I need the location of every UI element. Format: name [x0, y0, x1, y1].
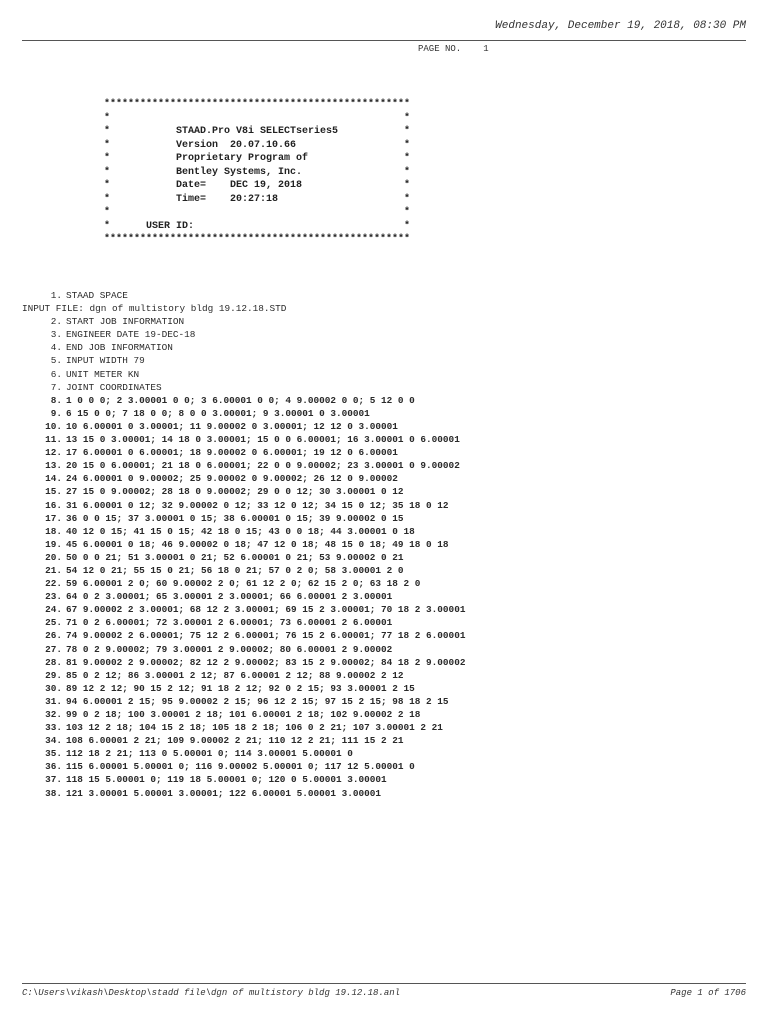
line-text: 78 0 2 9.00002; 79 3.00001 2 9.00002; 80 6.00001 2 9.00002	[66, 643, 393, 655]
input-listing	[22, 289, 465, 800]
line-number: 5.	[50, 355, 62, 367]
line-number: 38.	[45, 787, 62, 799]
line-text: 45 6.00001 0 18; 46 9.00002 0 18; 47 12 0 18; 48 15 0 18; 49 18 0 18	[66, 538, 449, 550]
banner-line: * USER ID: *	[104, 220, 411, 232]
banner-line: * *	[104, 207, 411, 218]
line-number: 21.	[45, 564, 62, 576]
listing-line	[22, 564, 465, 577]
line-number: 33.	[45, 722, 62, 734]
line-number: 29.	[45, 669, 62, 681]
listing-line	[22, 433, 465, 446]
line-text: STAAD SPACE	[66, 290, 128, 301]
line-text: START JOB INFORMATION	[66, 316, 185, 328]
line-number: 23.	[45, 591, 62, 603]
banner-line: * STAAD.Pro V8i SELECTseries5 *	[104, 126, 411, 137]
line-text: 112 18 2 21; 113 0 5.00001 0; 114 3.00001 5.00001 0	[66, 748, 353, 760]
line-number: 30.	[45, 682, 62, 694]
line-text: INPUT WIDTH 79	[66, 355, 145, 367]
listing-line	[22, 590, 465, 603]
listing-line	[22, 669, 465, 682]
line-number: 7.	[50, 381, 62, 393]
line-number: 11.	[45, 434, 62, 446]
line-text: 27 15 0 9.00002; 28 18 0 9.00002; 29 0 0 12; 30 3.00001 0 12	[66, 486, 404, 498]
listing-line	[22, 499, 465, 512]
banner-line: ***************************************************	[104, 234, 411, 245]
line-number: 37.	[45, 774, 62, 786]
line-text: 36 0 0 15; 37 3.00001 0 15; 38 6.00001 0 15; 39 9.00002 0 15	[66, 512, 404, 524]
listing-line	[22, 289, 465, 302]
listing-line	[22, 708, 465, 721]
listing-line	[22, 538, 465, 551]
header-rule	[22, 40, 746, 41]
line-number: 32.	[45, 709, 62, 720]
listing-line	[22, 695, 465, 708]
line-text: 85 0 2 12; 86 3.00001 2 12; 87 6.00001 2 12; 88 9.00002 2 12	[66, 669, 404, 681]
file-path: C:\Users\vikash\Desktop\stadd file\dgn of multistory bldg 19.12.18.anl	[22, 988, 401, 998]
line-text: 64 0 2 3.00001; 65 3.00001 2 3.00001; 66 6.00001 2 3.00001	[66, 591, 393, 603]
line-number: 9.	[50, 407, 62, 419]
line-number: 2.	[50, 316, 62, 328]
listing-line	[22, 643, 465, 656]
line-text: 94 6.00001 2 15; 95 9.00002 2 15; 96 12 2 15; 97 15 2 15; 98 18 2 15	[66, 695, 449, 707]
listing-line	[22, 354, 465, 367]
line-text: 74 9.00002 2 6.00001; 75 12 2 6.00001; 76 15 2 6.00001; 77 18 2 6.00001	[66, 630, 466, 642]
listing-line	[22, 787, 465, 800]
listing-line	[22, 341, 465, 354]
banner-line: * *	[104, 112, 411, 124]
listing-line	[22, 551, 465, 564]
listing-line	[22, 328, 465, 341]
listing-line	[22, 603, 465, 616]
line-number: 12.	[45, 447, 62, 459]
listing-line	[22, 446, 465, 459]
banner-line: * Proprietary Program of *	[104, 153, 411, 164]
line-number: 20.	[45, 551, 62, 563]
line-text: 24 6.00001 0 9.00002; 25 9.00002 0 9.00002; 26 12 0 9.00002	[66, 473, 398, 485]
line-number: 3.	[50, 329, 62, 341]
listing-line	[22, 459, 465, 472]
line-number: 15.	[45, 486, 62, 498]
line-text: 6 15 0 0; 7 18 0 0; 8 0 0 3.00001; 9 3.00001 0 3.00001	[66, 407, 370, 419]
line-text: JOINT COORDINATES	[66, 381, 162, 393]
line-number: 31.	[45, 695, 62, 707]
line-number: 27.	[45, 643, 62, 655]
line-number: 17.	[45, 512, 62, 524]
line-number: 13.	[45, 460, 62, 472]
line-text: 89 12 2 12; 90 15 2 12; 91 18 2 12; 92 0 2 15; 93 3.00001 2 15	[66, 682, 415, 694]
page-number-value: 1	[483, 44, 489, 54]
line-text: 115 6.00001 5.00001 0; 116 9.00002 5.00001 0; 117 12 5.00001 0	[66, 761, 415, 773]
line-text: ENGINEER DATE 19-DEC-18	[66, 329, 196, 341]
banner-line: ***************************************************	[104, 99, 411, 110]
listing-line	[22, 656, 465, 669]
line-text: 81 9.00002 2 9.00002; 82 12 2 9.00002; 83 15 2 9.00002; 84 18 2 9.00002	[66, 656, 466, 668]
line-number: 1.	[50, 290, 62, 301]
line-number: 24.	[45, 604, 62, 616]
report-datetime: Wednesday, December 19, 2018, 08:30 PM	[495, 20, 746, 32]
banner-line: * Date= DEC 19, 2018 *	[104, 180, 411, 191]
banner-line: * Version 20.07.10.66 *	[104, 139, 411, 151]
line-number: 19.	[45, 538, 62, 550]
line-text: 1 0 0 0; 2 3.00001 0 0; 3 6.00001 0 0; 4 9.00002 0 0; 5 12 0 0	[66, 394, 415, 406]
listing-line	[22, 747, 465, 760]
line-text: 67 9.00002 2 3.00001; 68 12 2 3.00001; 69 15 2 3.00001; 70 18 2 3.00001	[66, 604, 466, 616]
listing-line	[22, 381, 465, 394]
page-count: Page 1 of 1706	[670, 988, 746, 998]
listing-line	[22, 577, 465, 590]
banner-line: * Bentley Systems, Inc. *	[104, 166, 411, 178]
line-text: 99 0 2 18; 100 3.00001 2 18; 101 6.00001 2 18; 102 9.00002 2 18	[66, 709, 421, 720]
listing-line	[22, 721, 465, 734]
line-text: 71 0 2 6.00001; 72 3.00001 2 6.00001; 73 6.00001 2 6.00001	[66, 617, 393, 629]
line-text: INPUT FILE: dgn of multistory bldg 19.12.18.STD	[22, 303, 287, 315]
line-number: 8.	[50, 394, 62, 406]
line-text: UNIT METER KN	[66, 368, 140, 380]
line-number: 28.	[45, 656, 62, 668]
line-text: 31 6.00001 0 12; 32 9.00002 0 12; 33 12 0 12; 34 15 0 12; 35 18 0 12	[66, 499, 449, 511]
line-number: 6.	[50, 368, 62, 380]
listing-line	[22, 407, 465, 420]
line-text: 108 6.00001 2 21; 109 9.00002 2 21; 110 12 2 21; 111 15 2 21	[66, 735, 404, 747]
line-text: 121 3.00001 5.00001 3.00001; 122 6.00001 5.00001 3.00001	[66, 787, 382, 799]
line-text: 10 6.00001 0 3.00001; 11 9.00002 0 3.00001; 12 12 0 3.00001	[66, 420, 398, 432]
line-number: 16.	[45, 499, 62, 511]
line-number: 10.	[45, 420, 62, 432]
listing-line	[22, 629, 465, 642]
footer-rule	[22, 983, 746, 984]
listing-line	[22, 773, 465, 786]
line-number: 22.	[45, 578, 62, 590]
line-text: 20 15 0 6.00001; 21 18 0 6.00001; 22 0 0 9.00002; 23 3.00001 0 9.00002	[66, 460, 460, 472]
listing-line	[22, 734, 465, 747]
line-text: 54 12 0 21; 55 15 0 21; 56 18 0 21; 57 0 2 0; 58 3.00001 2 0	[66, 564, 404, 576]
line-number: 25.	[45, 617, 62, 629]
page-number-label: PAGE NO.	[418, 44, 462, 54]
line-number: 35.	[45, 748, 62, 760]
line-number: 26.	[45, 630, 62, 642]
listing-line	[22, 315, 465, 328]
banner-line: * Time= 20:27:18 *	[104, 193, 411, 205]
line-text: 50 0 0 21; 51 3.00001 0 21; 52 6.00001 0 21; 53 9.00002 0 21	[66, 551, 404, 563]
line-text: 17 6.00001 0 6.00001; 18 9.00002 0 6.00001; 19 12 0 6.00001	[66, 447, 398, 459]
page-number-line	[418, 44, 489, 54]
line-text: 118 15 5.00001 0; 119 18 5.00001 0; 120 0 5.00001 3.00001	[66, 774, 387, 786]
line-number: 34.	[45, 735, 62, 747]
listing-line	[22, 525, 465, 538]
line-text: 103 12 2 18; 104 15 2 18; 105 18 2 18; 106 0 2 21; 107 3.00001 2 21	[66, 722, 443, 734]
line-text: 13 15 0 3.00001; 14 18 0 3.00001; 15 0 0 6.00001; 16 3.00001 0 6.00001	[66, 434, 460, 446]
line-text: 40 12 0 15; 41 15 0 15; 42 18 0 15; 43 0 0 18; 44 3.00001 0 18	[66, 525, 415, 537]
listing-line	[22, 512, 465, 525]
line-number: 18.	[45, 525, 62, 537]
listing-line	[22, 394, 465, 407]
program-banner	[104, 98, 410, 247]
listing-line	[22, 302, 465, 315]
line-text: 59 6.00001 2 0; 60 9.00002 2 0; 61 12 2 0; 62 15 2 0; 63 18 2 0	[66, 578, 421, 590]
listing-line	[22, 420, 465, 433]
listing-line	[22, 472, 465, 485]
line-number: 36.	[45, 761, 62, 773]
listing-line	[22, 616, 465, 629]
line-number: 14.	[45, 473, 62, 485]
listing-line	[22, 760, 465, 773]
line-text: END JOB INFORMATION	[66, 342, 173, 354]
listing-line	[22, 368, 465, 381]
listing-line	[22, 682, 465, 695]
line-number: 4.	[50, 342, 62, 354]
listing-line	[22, 485, 465, 498]
